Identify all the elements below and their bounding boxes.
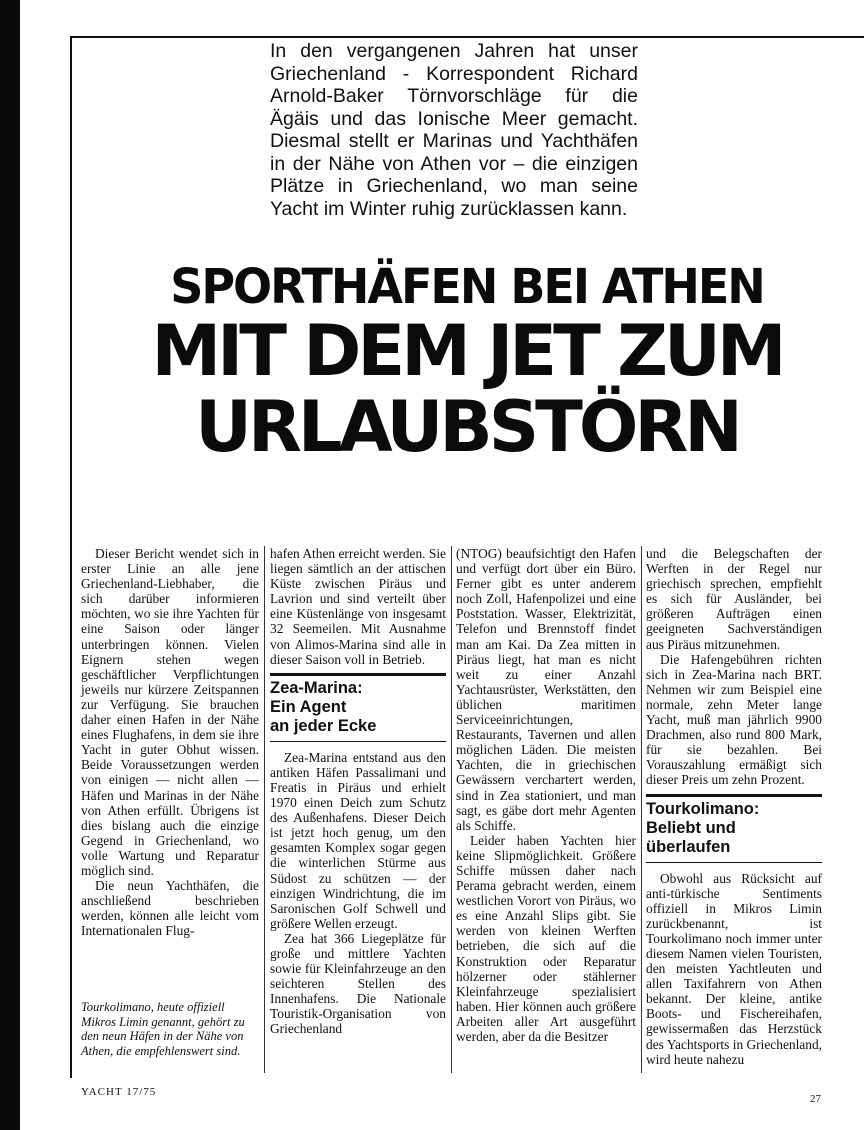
intro-line: Griechenland - Korrespondent Richard — [270, 62, 638, 85]
subheading-line: Ein Agent — [270, 697, 347, 716]
paragraph: Obwohl aus Rücksicht auf anti-türkische Sentiments offiziell in Mikros Limin zurückbenannt, ist Tourkolimano noch immer unter diesem Namen vielen Touristen, den meisten Yachtleuten und allen Taxifahrern von Athen bekannt. Der kleine, antike Boots- und Fischereihafen, gewissermaßen das Herzstück des Yachtsports in Griechenland, wird heute nahezu — [646, 870, 822, 1067]
page-number: 27 — [810, 1093, 821, 1105]
headline-line-1: MIT DEM JET ZUM — [151, 310, 783, 392]
paragraph: Dieser Bericht wendet sich in erster Linie an alle jene Griechenland-Liebhaber, die sich darüber informieren möchten, wo sie ihre Yachten für eine Saison oder länger unterbringen können. Vielen Eignern stehen wegen geschäftlicher Verpflichtungen jeweils nur kürzere Zeitspannen zur Verfügung. Sie brauchen daher einen Hafen in der Nähe eines Flughafens, in dem sie ihre Yacht in guter Obhut wissen. Beide Voraussetzungen werden von einigen — nicht allen — Häfen und Marinas in der Nähe von Athen erfüllt. Übrigens ist dies bislang auch die einzige Gegend in Griechenland, wo volle Wartung und Reparatur möglich sind. — [81, 546, 259, 878]
column-3 — [456, 546, 636, 1044]
column-rule — [264, 546, 265, 1073]
paragraph: (NTOG) beaufsichtigt den Hafen und verfügt dort über ein Büro. Ferner gibt es unter anderem noch Zoll, Hafenpolizei und eine Poststation. Wasser, Elektrizität, Telefon und Brennstoff findet man am Kai. Da Zea mitten in Piräus liegt, hat man es nicht weit zu einer Anzahl Yachtausrüster, Werkstätten, den üblichen maritimen Serviceeinrichtungen, Restaurants, Tavernen und allen möglichen Läden. Die meisten Yachten, die in griechischen Gewässern verchartert werden, sind in Zea stationiert, und man sagt, es gäbe dort mehr Agenten als Schiffe. — [456, 546, 636, 833]
column-1 — [81, 546, 259, 938]
intro-line: Ägäis und das Ionische Meer gemacht. — [270, 107, 638, 130]
paragraph: und die Belegschaften der Werften in der Regel nur griechisch sprechen, empfiehlt es sich für Ausländer, bei größeren Aufträgen einen geeigneten Sachverständigen aus Piräus mitzunehmen. — [646, 546, 822, 652]
magazine-issue: YACHT 17/75 — [81, 1086, 157, 1098]
paragraph: hafen Athen erreicht werden. Sie liegen sämtlich an der attischen Küste zwischen Piräus und Lavrion und sind verteilt über eine Küstenlänge von insgesamt 32 Seemeilen. Mit Ausnahme von Alimos-Marina sind alle in dieser Saison voll in Betrieb. — [270, 546, 446, 667]
subheading-line: Zea-Marina: — [270, 678, 363, 697]
paragraph: Leider haben Yachten hier keine Slipmöglichkeit. Größere Schiffe müssen daher nach Perama gebracht werden, einem westlichen Vorort von Piräus, wo es eine Anzahl Slips gibt. Sie werden von kleinen Werften betrieben, die sich auf die Konstruktion oder Reparatur hölzerner oder stählerner Kleinfahrzeuge spezialisiert haben. Hier können auch größere Arbeiten aller Art ausgeführt werden, aber da die Besitzer — [456, 832, 636, 1044]
subheading-line: an jeder Ecke — [270, 716, 377, 735]
paragraph: Zea-Marina entstand aus den antiken Häfen Passalimani und Freatis in Piräus und erhielt 1970 einen Deich zum Schutz des Außenhafens. Dieser Deich ist jetzt hoch genug, um den gesamten Komplex sogar gegen die winterlichen Stürme aus Südost zu schützen — der einzigen Windrichtung, die im Saronischen Golf Schwell und größere Wellen erzeugt. — [270, 749, 446, 931]
paragraph: Die neun Yachthäfen, die anschließend beschrieben werden, können alle leicht vom Internationalen Flug- — [81, 878, 259, 939]
column-rule — [451, 546, 452, 1073]
subheading-zea-marina — [270, 673, 446, 742]
scan-edge-bar — [0, 0, 20, 1130]
intro-text — [270, 40, 638, 220]
column-2 — [270, 546, 446, 1037]
subheading-tourkolimano — [646, 794, 822, 863]
intro-line: Arnold-Baker Törnvorschläge für die — [270, 85, 638, 107]
column-4 — [646, 546, 822, 1067]
intro-line: in der Nähe von Athen vor – die einzigen — [270, 152, 638, 175]
headline-line-2: URLAUBSTÖRN — [195, 386, 739, 468]
intro-line: Diesmal stellt er Marinas und Yachthäfen — [270, 130, 638, 152]
paragraph: Zea hat 366 Liegeplätze für große und mittlere Yachten sowie für Kleinfahrzeuge an den seichteren Stellen des Innenhafens. Die Nationale Touristik-Organisation von Griechenland — [270, 930, 446, 1037]
intro-line: In den vergangenen Jahren hat unser — [270, 40, 638, 62]
paragraph: Die Hafengebühren richten sich in Zea-Marina nach BRT. Nehmen wir zum Beispiel eine normale, zehn Meter lange Yacht, muß man jährlich 9900 Drachmen, also rund 800 Mark, für sie bezahlen. Bei Vorauszahlung ermäßigt sich dieser Preis um zehn Prozent. — [646, 651, 822, 788]
headline-kicker: SPORTHÄFEN BEI ATHEN — [170, 257, 764, 315]
photo-caption: Tourkolimano, heute offiziell Mikros Limin genannt, gehört zu den neun Häfen in der Nähe von Athen, die empfehlenswert sind. — [81, 1000, 245, 1058]
subheading-line: Tourkolimano: — [646, 799, 760, 818]
subheading-line: Beliebt und überlaufen — [646, 818, 736, 856]
intro-line: Plätze in Griechenland, wo man seine — [270, 175, 638, 197]
column-rule — [641, 546, 642, 1073]
intro-line: Yacht im Winter ruhig zurücklassen kann. — [270, 197, 628, 220]
